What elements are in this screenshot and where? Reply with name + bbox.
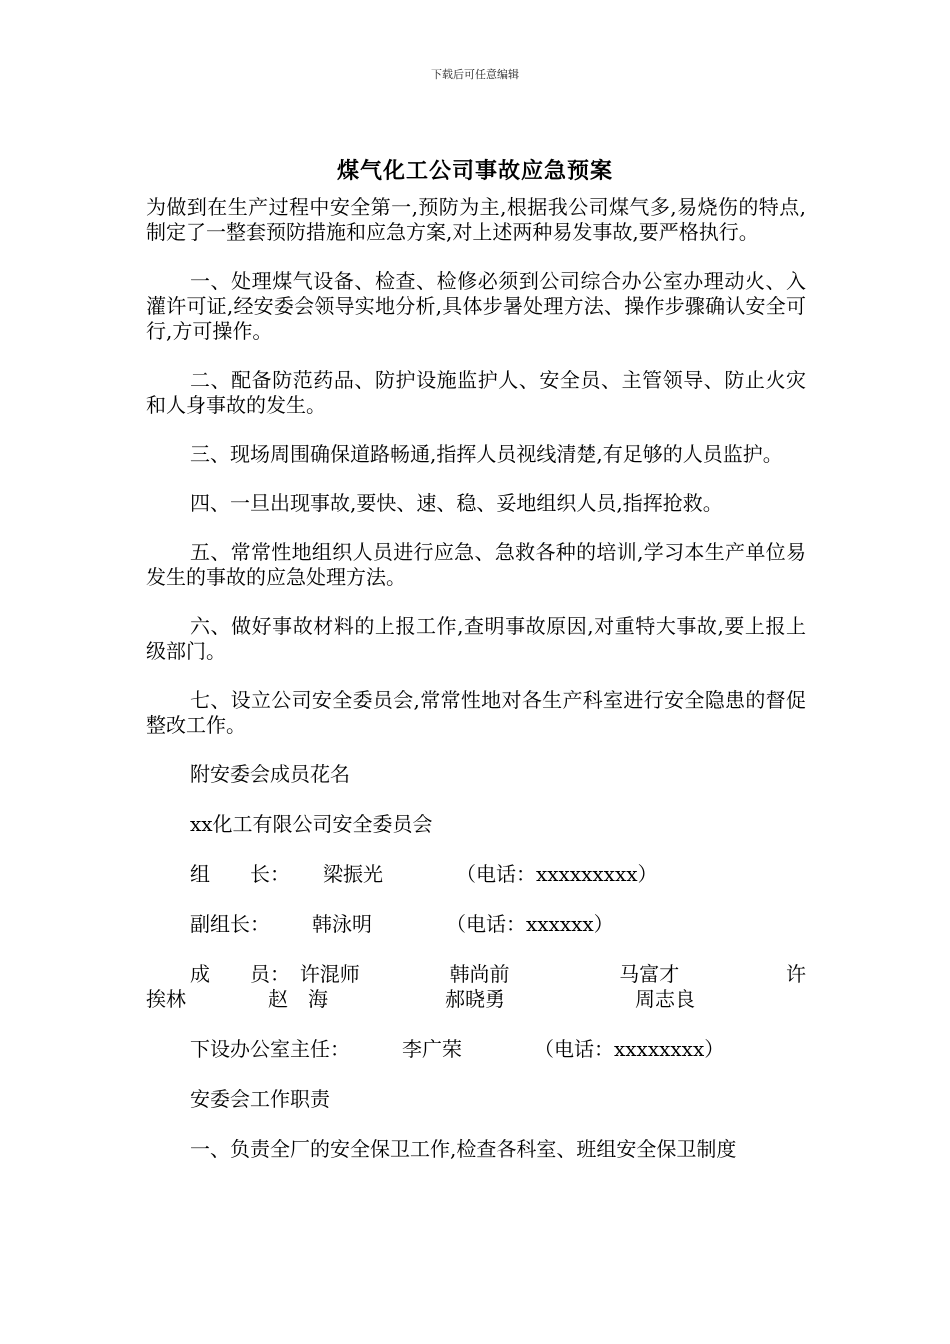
intro-paragraph: 为做到在生产过程中安全第一,预防为主,根据我公司煤气多,易烧伤的特点,制定了一整套预防措施和应急方案,对上述两种易发事故,要严格执行。: [146, 195, 806, 244]
document-title: 煤气化工公司事故应急预案: [336, 158, 613, 184]
deputy-name: 韩泳明: [312, 912, 372, 936]
member-name: 郝晓勇: [445, 987, 505, 1011]
measure-item-6: 六、做好事故材料的上报工作,查明事故原因,对重特大事故,要上报上级部门。: [146, 614, 806, 663]
duty-item-1: 一、负责全厂的安全保卫工作,检查各科室、班组安全保卫制度: [190, 1137, 737, 1161]
deputy-phone: （电话：xxxxxx）: [446, 912, 614, 936]
members-label: 成 员：: [190, 962, 290, 986]
deputy-row: [146, 912, 806, 937]
measure-item-3: 三、现场周围确保道路畅通,指挥人员视线清楚,有足够的人员监护。: [190, 442, 783, 466]
office-label: 下设办公室主任：: [190, 1037, 350, 1061]
leader-phone: （电话：xxxxxxxxx）: [456, 862, 658, 886]
measure-item-5: 五、常常性地组织人员进行应急、急救各种的培训,学习本生产单位易发生的事故的应急处理方法。: [146, 540, 806, 589]
leader-row: [146, 862, 806, 887]
appendix-heading: 附安委会成员花名: [190, 762, 350, 786]
measure-item-1: 一、处理煤气设备、检查、检修必须到公司综合办公室办理动火、入灌许可证,经安委会领导实地分析,具体步暑处理方法、操作步骤确认安全可行,方可操作。: [146, 269, 806, 343]
deputy-label: 副组长：: [190, 912, 270, 936]
document-body: [146, 195, 806, 1186]
committee-name: xx化工有限公司安全委员会: [190, 812, 433, 836]
measure-item-7: 七、设立公司安全委员会,常常性地对各生产科室进行安全隐患的督促整改工作。: [146, 688, 806, 737]
measure-item-4: 四、一旦出现事故,要快、速、稳、妥地组织人员,指挥抢救。: [190, 491, 723, 515]
measure-item-2: 二、配备防范药品、防护设施监护人、安全员、主管领导、防止火灾和人身事故的发生。: [146, 368, 806, 417]
office-name: 李广荣: [402, 1037, 462, 1061]
member-name: 许混师: [299, 962, 360, 986]
member-name: 赵 海: [268, 987, 328, 1011]
member-name: 马富才: [619, 962, 680, 986]
members-block: [146, 962, 806, 1012]
header-note: 下载后可任意编辑: [431, 68, 519, 81]
member-name: 挨林: [146, 987, 186, 1011]
duties-heading: 安委会工作职责: [190, 1087, 330, 1111]
member-name: 周志良: [635, 987, 695, 1011]
member-name: 韩尚前: [449, 962, 510, 986]
leader-label: 组 长：: [190, 862, 290, 886]
member-name: 许: [786, 962, 806, 986]
office-row: [146, 1037, 806, 1062]
office-phone: （电话：xxxxxxxx）: [534, 1037, 725, 1061]
leader-name: 梁振光: [323, 862, 383, 886]
